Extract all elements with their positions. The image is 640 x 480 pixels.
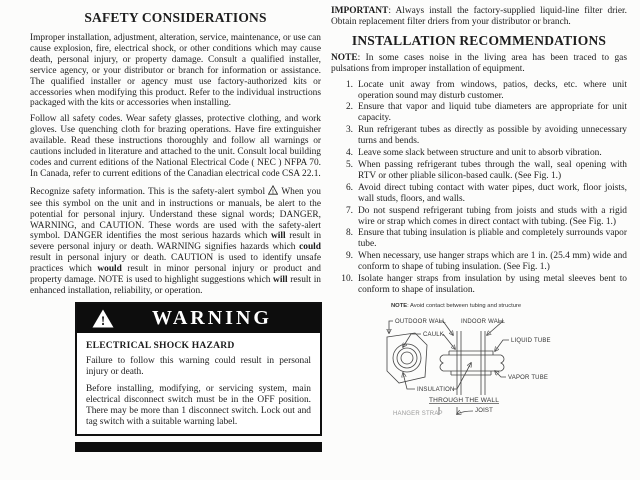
svg-text:!: ! xyxy=(272,189,275,195)
list-item: 5. When passing refrigerant tubes through the wall, seal opening with RTV or other pliable silicon-based caulk. (See Fig. 1.) xyxy=(345,159,627,181)
list-item: 4. Leave some slack between structure and unit to absorb vibration. xyxy=(345,148,602,159)
list-item: 8. Ensure that tubing insulation is pliable and completely surrounds vapor tube. xyxy=(345,228,627,250)
figure-1-through-the-wall xyxy=(353,303,627,420)
safety-paragraph-2: Follow all safety codes. Wear safety glasses, protective clothing, and work gloves. Use quenching cloth for brazing operations. Have fire extinguisher available. Read these instructions thoroughly and follow all warnings or cautions included in literature and attached to the unit. Consult local building codes and current editions of the National Electrical Code ( NEC ) NFPA 70. In Canada, refer to current editions of the Canadian electrical code CSA 22.1. xyxy=(30,114,321,179)
svg-text:VAPOR TUBE: VAPOR TUBE xyxy=(508,374,549,381)
list-item: 7. Do not suspend refrigerant tubing from joists and studs with a rigid wire or strap which comes in direct contact with tubing. (See Fig. 1.) xyxy=(345,205,627,227)
figure-1-diagram xyxy=(353,311,631,415)
svg-text:!: ! xyxy=(100,312,106,328)
noise-note: NOTE: In some cases noise in the living area has been traced to gas pulsations from improper installation of equipment. xyxy=(331,52,627,74)
list-item: 6. Avoid direct tubing contact with water pipes, duct work, floor joists, wall studs, floors, and walls. xyxy=(345,182,627,204)
warning-box xyxy=(75,302,322,436)
svg-text:JOIST: JOIST xyxy=(475,407,494,414)
warning-box-body xyxy=(77,333,320,434)
svg-text:INSULATION: INSULATION xyxy=(417,386,455,393)
hazard-title: ELECTRICAL SHOCK HAZARD xyxy=(86,339,235,351)
warning-paragraph-2: Before installing, modifying, or servicing system, main electrical disconnect switch must be in the OFF position. There may be more than 1 disconnect switch. Lock out and tag switch with a suitable warning label. xyxy=(86,383,311,427)
svg-text:INDOOR WALL: INDOOR WALL xyxy=(461,318,505,325)
right-column xyxy=(331,6,627,420)
safety-paragraph-3: Recognize safety information. This is the safety-alert symbol ! When you see this symbol on the unit and in instructions or manuals, be alert to the potential for personal injury. Understand these signal words; DANGER, WARNING, and CAUTION. These words are used with the safety-alert symbol. DANGER identifies the most serious hazards which will result in severe personal injury or death. WARNING signifies hazards which could result in personal injury or death. CAUTION is used to identify unsafe practices which would result in minor personal injury or product and property damage. NOTE is used to highlight suggestions which will result in enhanced installation, reliability, or operation. xyxy=(30,186,322,296)
svg-text:LIQUID TUBE: LIQUID TUBE xyxy=(511,337,551,344)
warning-header-label: WARNING xyxy=(152,306,272,329)
installation-recommendations-title: INSTALLATION RECOMMENDATIONS xyxy=(351,32,607,48)
next-warning-box-header-cutoff xyxy=(75,442,322,452)
important-note: IMPORTANT: Always install the factory-supplied liquid-line filter drier. Obtain replacement filter driers from your distributor or branch. xyxy=(331,6,627,27)
svg-text:THROUGH THE WALL: THROUGH THE WALL xyxy=(429,396,500,404)
svg-text:CAULK: CAULK xyxy=(423,331,445,338)
safety-alert-icon xyxy=(268,185,278,199)
list-item: 1. Locate unit away from windows, patios, decks, etc. where unit operation sound may disturb customer. xyxy=(345,79,627,101)
left-column xyxy=(30,6,321,452)
list-item: 3. Run refrigerant tubes as directly as possible by avoiding unnecessary turns and bends. xyxy=(345,125,627,147)
warning-triangle-icon xyxy=(92,309,114,328)
svg-text:OUTDOOR WALL: OUTDOOR WALL xyxy=(395,318,446,325)
warning-paragraph-1: Failure to follow this warning could result in personal injury or death. xyxy=(86,355,311,377)
warning-box-header xyxy=(77,304,320,333)
recommendations-list xyxy=(331,80,627,296)
safety-paragraph-1: Improper installation, adjustment, alteration, service, maintenance, or use can cause explosion, fire, electrical shock, or other conditions which may cause death, personal injury, or property damage. Consult a qualified installer, service agency, or your distributor or branch for information or assistance. The qualified installer or agency must use factory-authorized kits or accessories when modifying this product. Refer to the individual instructions packaged with the kits or accessories when installing. xyxy=(30,33,321,109)
list-item: 9. When necessary, use hanger straps which are 1 in. (25.4 mm) wide and conform to shape of tubing insulation. (See Fig. 1.) xyxy=(345,251,627,273)
svg-text:HANGER STRAP: HANGER STRAP xyxy=(393,410,443,415)
safety-considerations-title: SAFETY CONSIDERATIONS xyxy=(84,10,267,25)
list-item: 2. Ensure that vapor and liquid tube diameters are appropriate for unit capacity. xyxy=(345,102,627,124)
figure-note: NOTE: Avoid contact between tubing and structure xyxy=(391,302,522,309)
list-item: 10. Isolate hanger straps from insulation by using metal sleeves bent to conform to shape of insulation. xyxy=(341,274,627,295)
